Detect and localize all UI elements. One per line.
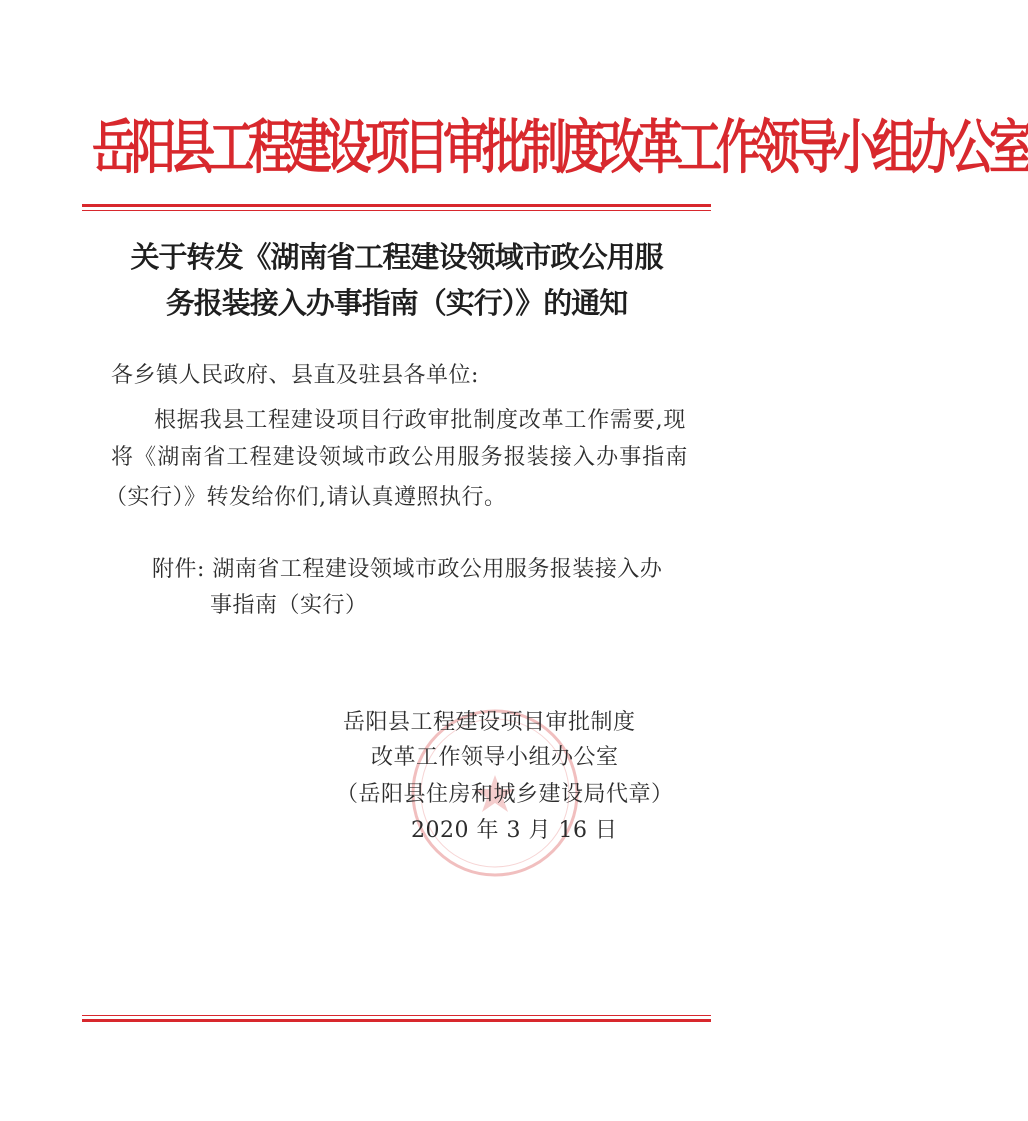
paragraph-line-1: 根据我县工程建设项目行政审批制度改革工作需要,现 <box>154 408 687 433</box>
footer-red-rule-thick <box>82 1019 711 1022</box>
signature-date: 2020 年 3 月 16 日 <box>411 818 618 843</box>
attachment-line-2: 事指南（实行） <box>210 593 368 618</box>
header-red-rule-thick <box>82 204 711 207</box>
issuing-organization-header: 岳阳县工程建设项目审批制度改革工作领导小组办公室 <box>92 112 1028 182</box>
attachment-line-1: 附件: 湖南省工程建设领域市政公用服务报装接入办 <box>152 557 663 582</box>
salutation: 各乡镇人民政府、县直及驻县各单位: <box>111 363 479 388</box>
signature-line-1: 岳阳县工程建设项目审批制度 <box>343 710 636 735</box>
paragraph-line-2: 将《湖南省工程建设领域市政公用服务报装接入办事指南 <box>111 445 689 470</box>
document-title-line-2: 务报装接入办事指南（实行）》的通知 <box>165 286 628 320</box>
footer-red-rule-thin <box>82 1015 711 1016</box>
paragraph-line-3: （实行）》转发给你们,请认真遵照执行。 <box>105 485 507 510</box>
signature-line-2: 改革工作领导小组办公室 <box>371 745 619 770</box>
document-title-line-1: 关于转发《湖南省工程建设领域市政公用服 <box>130 240 663 274</box>
header-red-rule-thin <box>82 210 711 211</box>
signature-line-3: （岳阳县住房和城乡建设局代章） <box>336 782 674 807</box>
